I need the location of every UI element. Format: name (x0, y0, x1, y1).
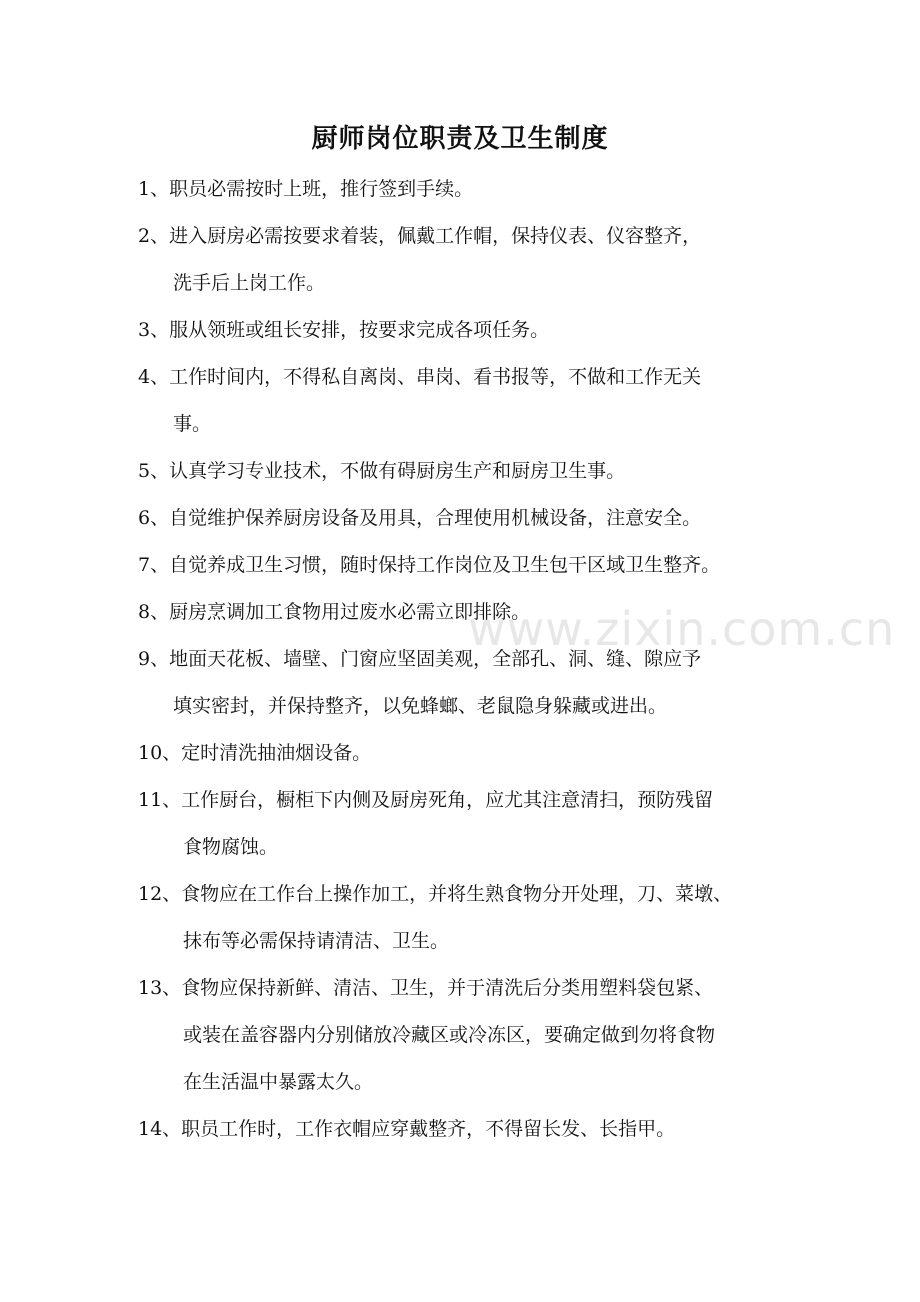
rule-text: 9、地面天花板、墙壁、门窗应坚固美观，全部孔、洞、缝、隙应予 (138, 648, 702, 670)
rule-item (138, 307, 798, 354)
rule-item (138, 636, 798, 730)
rule-text: 11、工作厨台，橱柜下内侧及厨房死角，应尤其注意清扫，预防残留 (138, 789, 714, 811)
rule-text: 6、自觉维护保养厨房设备及用具，合理使用机械设备，注意安全。 (138, 507, 702, 529)
rule-text-continuation: 或装在盖容器内分别储放冷藏区或冷冻区，要确定做到勿将食物 (183, 1024, 716, 1046)
rule-text: 12、食物应在工作台上操作加工，并将生熟食物分开处理，刀、菜墩、 (138, 883, 733, 905)
rules-list (138, 166, 798, 1153)
rule-item (138, 354, 798, 448)
rule-text: 7、自觉养成卫生习惯，随时保持工作岗位及卫生包干区域卫生整齐。 (138, 554, 721, 576)
rule-text: 13、食物应保持新鲜、清洁、卫生，并于清洗后分类用塑料袋包紧、 (138, 977, 714, 999)
rule-text: 8、厨房烹调加工食物用过废水必需立即排除。 (138, 601, 531, 623)
rule-text: 2、进入厨房必需按要求着装，佩戴工作帽，保持仪表、仪容整齐， (138, 225, 702, 247)
watermark: www.zixin.com.cn (468, 602, 896, 656)
rule-item (138, 965, 798, 1106)
rule-text: 10、定时清洗抽油烟设备。 (138, 742, 372, 764)
document-title: 厨师岗位职责及卫生制度 (311, 124, 609, 154)
rule-text: 4、工作时间内，不得私自离岗、串岗、看书报等，不做和工作无关 (138, 366, 702, 388)
rule-item (138, 730, 798, 777)
rule-text-continuation: 食物腐蚀。 (183, 836, 279, 858)
rule-item (138, 495, 798, 542)
rule-text: 5、认真学习专业技术，不做有碍厨房生产和厨房卫生事。 (138, 460, 626, 482)
rule-text: 1、职员必需按时上班，推行签到手续。 (138, 178, 474, 200)
rule-item (138, 213, 798, 307)
rule-text-continuation: 填实密封，并保持整齐，以免蜂螂、老鼠隐身躲藏或进出。 (173, 695, 668, 717)
rule-item (138, 448, 798, 495)
rule-text: 14、职员工作时，工作衣帽应穿戴整齐，不得留长发、长指甲。 (138, 1118, 676, 1140)
rule-item (138, 777, 798, 871)
rule-text: 3、服从领班或组长安排，按要求完成各项任务。 (138, 319, 550, 341)
rule-item (138, 542, 798, 589)
rule-text-continuation: 在生活温中暴露太久。 (183, 1071, 374, 1093)
rule-item (138, 589, 798, 636)
rule-text-continuation: 事。 (173, 413, 212, 435)
rule-item (138, 166, 798, 213)
rule-text-continuation: 洗手后上岗工作。 (173, 272, 326, 294)
rule-text-continuation: 抹布等必需保持请清洁、卫生。 (183, 930, 450, 952)
rule-item (138, 871, 798, 965)
rule-item (138, 1106, 798, 1153)
